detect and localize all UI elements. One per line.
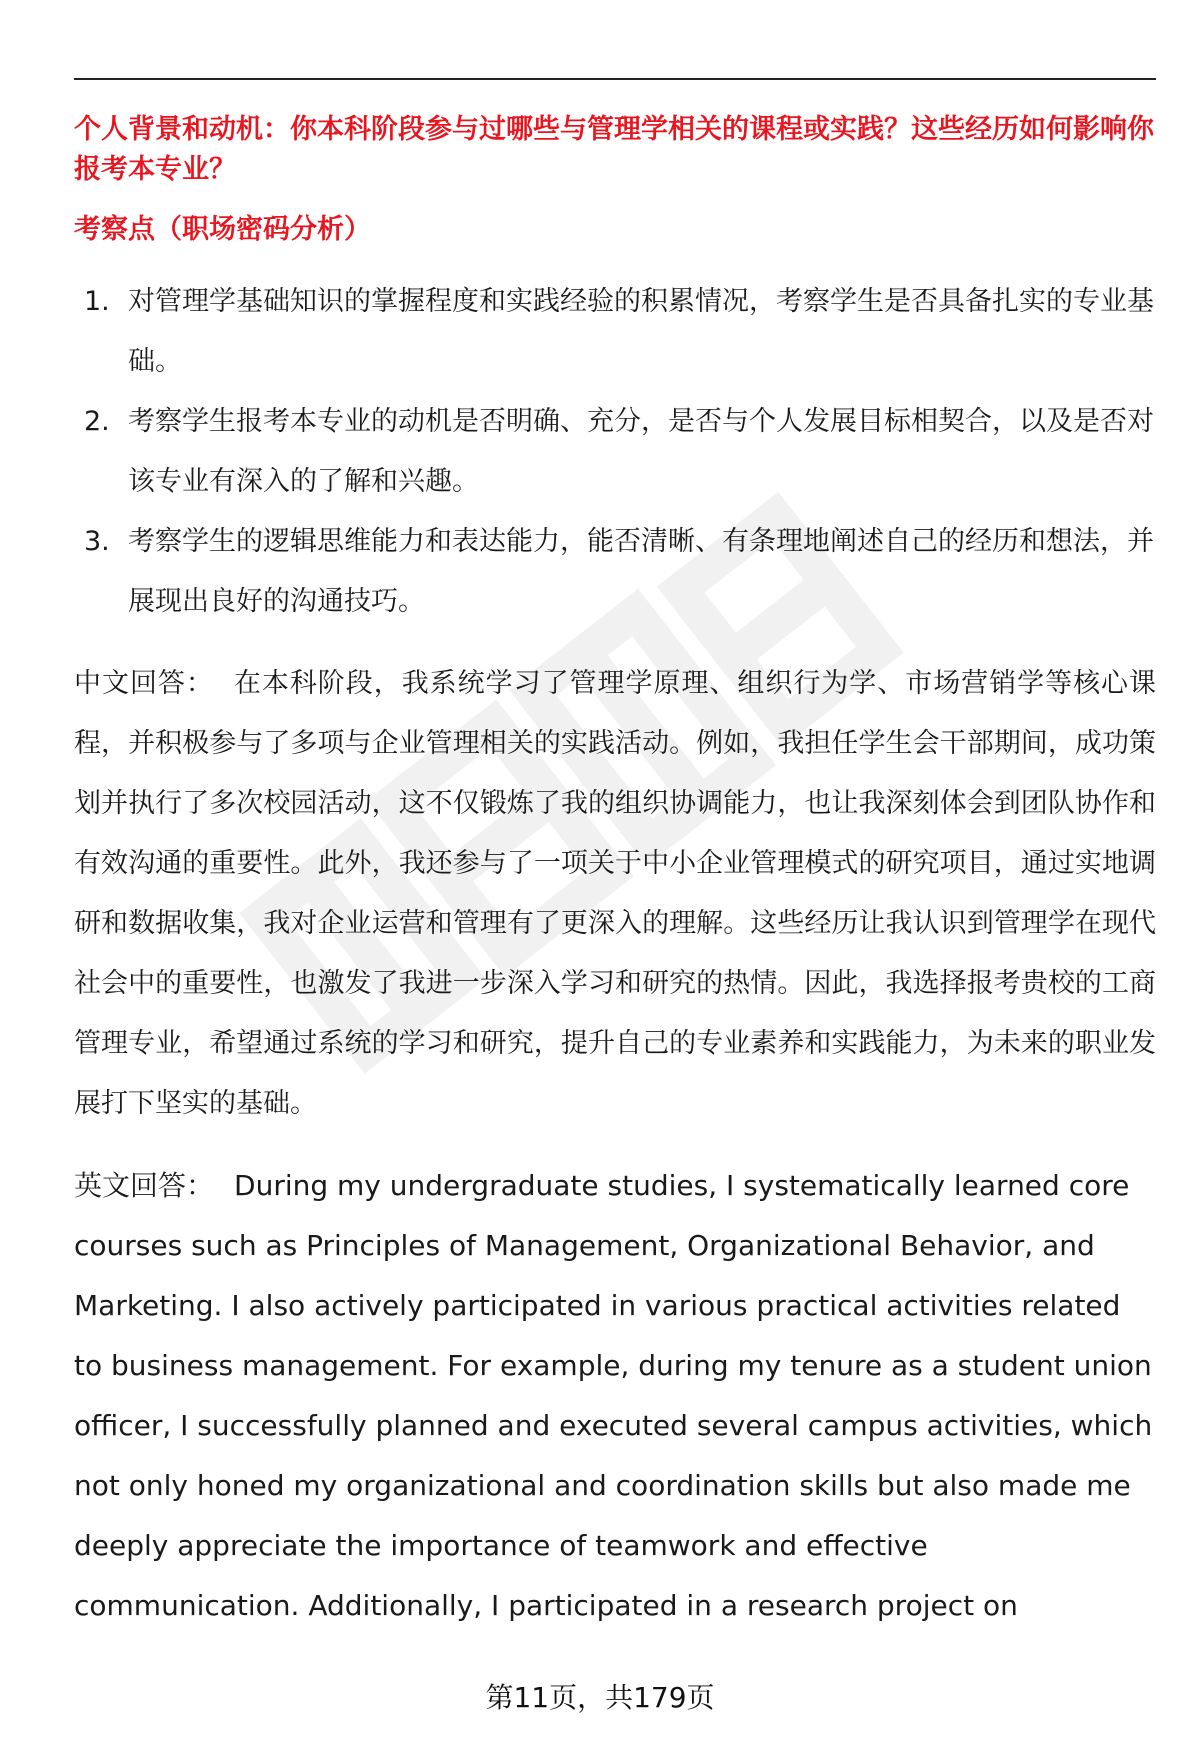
chinese-answer-text: 在本科阶段，我系统学习了管理学原理、组织行为学、市场营销学等核心课程，并积极参与了多项与企业管理相关的实践活动。例如，我担任学生会干部期间，成功策划并执行了多次校园活动，这不仅锻炼了我的组织协调能力，也让我深刻体会到团队协作和有效沟通的重要性。此外，我还参与了一项关于中小企业管理模式的研究项目，通过实地调研和数据收集，我对企业运营和管理有了更深入的理解。这些经历让我认识到管理学在现代社会中的重要性，也激发了我进一步深入学习和研究的热情。因此，我选择报考贵校的工商管理专业，希望通过系统的学习和研究，提升自己的专业素养和实践能力，为未来的职业发展打下坚实的基础。 xyxy=(74,668,1157,1119)
list-item-number: 3. xyxy=(84,526,110,557)
content-area xyxy=(74,110,1156,1636)
list-item-text: 对管理学基础知识的掌握程度和实践经验的积累情况，考察学生是否具备扎实的专业基础。 xyxy=(128,286,1154,377)
list-item xyxy=(74,392,1156,512)
list-item-number: 1. xyxy=(84,286,110,317)
list-item xyxy=(74,512,1156,632)
chinese-answer xyxy=(74,654,1156,1134)
page-number-footer: 第11页，共179页 xyxy=(485,1681,715,1714)
english-answer xyxy=(74,1156,1156,1636)
evaluation-points-list xyxy=(74,272,1156,632)
chinese-answer-label: 中文回答： xyxy=(74,668,214,699)
english-answer-label: 英文回答： xyxy=(74,1169,215,1202)
list-item xyxy=(74,272,1156,392)
english-answer-text: During my undergraduate studies, I systematically learned core courses such as Principles of Management, Organizational Behavior, and Marketing. I also actively participated in various practical activities related to business management. For example, during my tenure as a student union officer, I successfully planned and executed several campus activities, which not only honed my organizational and coordination skills but also made me deeply appreciate the importance of teamwork and effective communication. Additionally, I participated in a research project on xyxy=(74,1169,1153,1622)
list-item-number: 2. xyxy=(84,406,110,437)
list-item-text: 考察学生的逻辑思维能力和表达能力，能否清晰、有条理地阐述自己的经历和想法，并展现出良好的沟通技巧。 xyxy=(128,526,1154,617)
list-item-text: 考察学生报考本专业的动机是否明确、充分，是否与个人发展目标相契合，以及是否对该专业有深入的了解和兴趣。 xyxy=(128,406,1154,497)
question-heading: 个人背景和动机：你本科阶段参与过哪些与管理学相关的课程或实践？这些经历如何影响你报考本专业？ xyxy=(74,114,1154,185)
section-heading: 考察点（职场密码分析） xyxy=(74,214,371,245)
top-divider xyxy=(74,78,1156,80)
